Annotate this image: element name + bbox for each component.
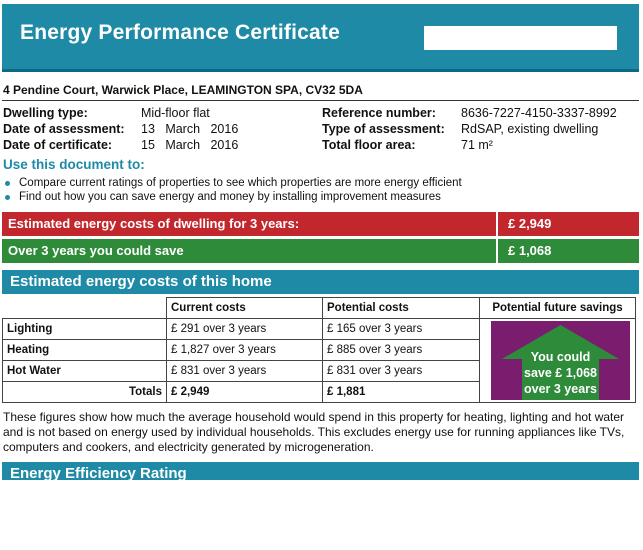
property-address: 4 Pendine Court, Warwick Place, LEAMINGTON SPA, CV32 5DA bbox=[3, 83, 363, 97]
efficiency-section-heading bbox=[2, 462, 639, 480]
dwelling-type-label: Dwelling type: bbox=[3, 106, 88, 120]
dwelling-type-value: Mid-floor flat bbox=[141, 106, 210, 120]
potential-costs-header: Potential costs bbox=[323, 298, 480, 319]
empty-header-cell bbox=[3, 298, 167, 319]
row-label: Heating bbox=[3, 340, 167, 361]
assessment-type-value: RdSAP, existing dwelling bbox=[461, 122, 599, 136]
future-savings-header: Potential future savings bbox=[480, 298, 636, 319]
potential-cost-cell: £ 831 over 3 years bbox=[323, 361, 480, 382]
savings-line: You could bbox=[530, 350, 591, 364]
use-document-list bbox=[3, 176, 462, 204]
costs-section-heading bbox=[2, 270, 639, 294]
costs-section-title: Estimated energy costs of this home bbox=[10, 273, 272, 290]
reference-value: 8636-7227-4150-3337-8992 bbox=[461, 106, 617, 120]
savings-line: save £ 1,068 bbox=[524, 366, 597, 380]
total-current-cell: £ 2,949 bbox=[167, 382, 323, 403]
future-savings-panel bbox=[491, 321, 630, 400]
savings-line: over 3 years bbox=[524, 382, 597, 396]
efficiency-section-title: Energy Efficiency Rating bbox=[10, 465, 187, 480]
estimated-cost-label: Estimated energy costs of dwelling for 3 years: bbox=[8, 216, 300, 231]
date-assessment-value: 13 March 2016 bbox=[141, 122, 239, 136]
current-cost-cell: £ 1,827 over 3 years bbox=[167, 340, 323, 361]
potential-saving-band bbox=[2, 239, 639, 263]
estimated-cost-band bbox=[2, 212, 639, 236]
savings-message bbox=[491, 349, 630, 397]
potential-saving-value: £ 1,068 bbox=[508, 243, 552, 258]
assessment-type-label: Type of assessment: bbox=[322, 122, 445, 136]
total-potential-cell: £ 1,881 bbox=[323, 382, 480, 403]
list-item: Find out how you can save energy and money by installing improvement measures bbox=[3, 190, 462, 204]
band-divider bbox=[496, 239, 498, 263]
reference-label: Reference number: bbox=[322, 106, 436, 120]
potential-cost-cell: £ 885 over 3 years bbox=[323, 340, 480, 361]
current-cost-cell: £ 831 over 3 years bbox=[167, 361, 323, 382]
certificate-header bbox=[2, 4, 639, 72]
header-blank-box bbox=[424, 26, 617, 50]
date-certificate-value: 15 March 2016 bbox=[141, 138, 239, 152]
row-label: Lighting bbox=[3, 319, 167, 340]
band-divider bbox=[496, 212, 498, 236]
row-label: Hot Water bbox=[3, 361, 167, 382]
costs-explanation: These figures show how much the average household would spend in this property for heating, lighting and hot water and is not based on energy used by individual households. This excludes energy use for running appliances like TVs, computers and cookers, and electricity generated by microgeneration. bbox=[3, 410, 625, 454]
current-cost-cell: £ 291 over 3 years bbox=[167, 319, 323, 340]
list-item: Compare current ratings of properties to see which properties are more energy efficient bbox=[3, 176, 462, 190]
current-costs-header: Current costs bbox=[167, 298, 323, 319]
estimated-cost-value: £ 2,949 bbox=[508, 216, 552, 231]
date-certificate-label: Date of certificate: bbox=[3, 138, 113, 152]
date-assessment-label: Date of assessment: bbox=[3, 122, 125, 136]
totals-label: Totals bbox=[3, 382, 167, 403]
address-divider bbox=[2, 100, 639, 101]
floor-area-label: Total floor area: bbox=[322, 138, 416, 152]
table-header-row bbox=[3, 298, 636, 319]
potential-saving-label: Over 3 years you could save bbox=[8, 243, 184, 258]
floor-area-value: 71 m² bbox=[461, 138, 493, 152]
use-document-heading: Use this document to: bbox=[3, 157, 145, 172]
potential-cost-cell: £ 165 over 3 years bbox=[323, 319, 480, 340]
certificate-title: Energy Performance Certificate bbox=[20, 21, 340, 44]
